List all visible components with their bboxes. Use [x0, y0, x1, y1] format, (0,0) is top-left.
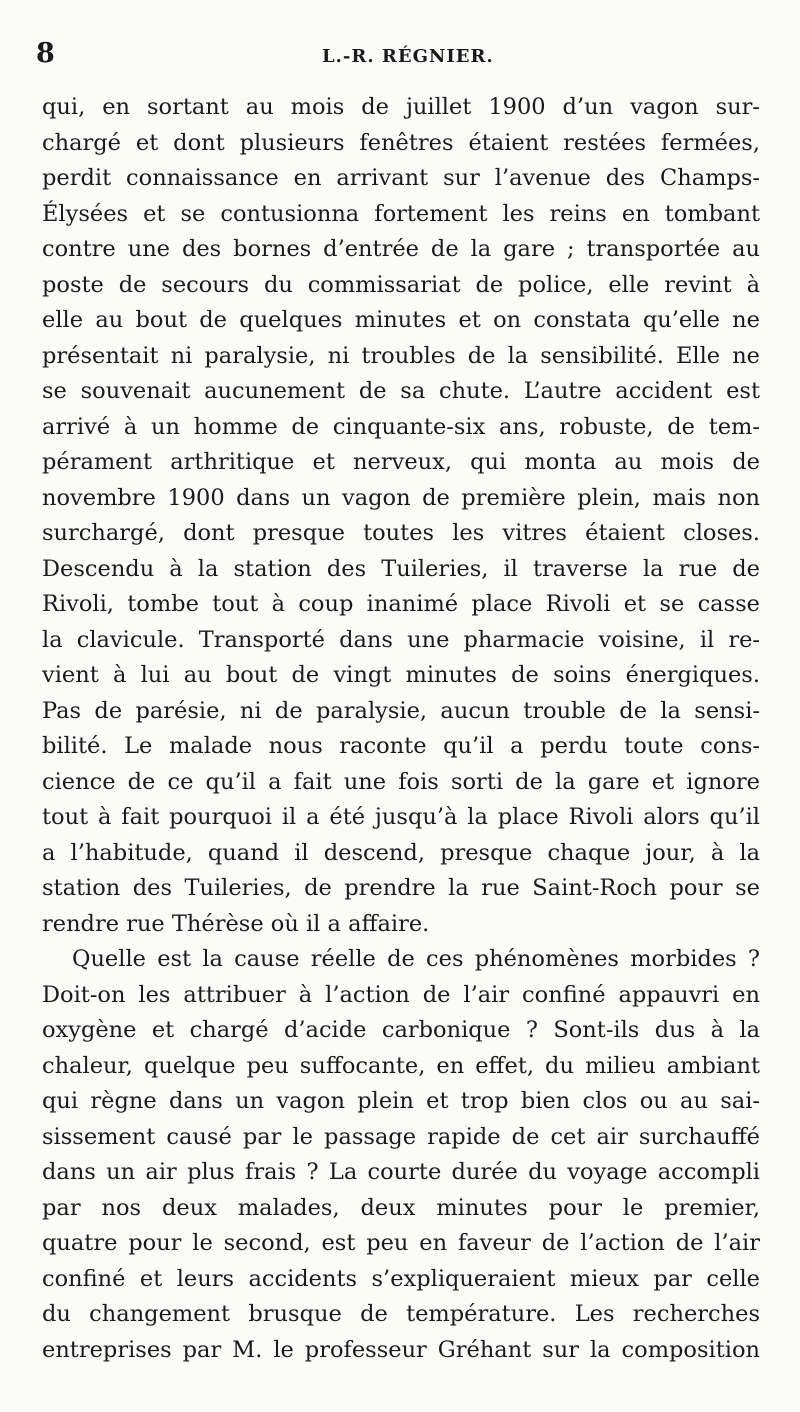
text-line: présentait ni paralysie, ni troubles de la sensibilité. Elle ne [42, 342, 760, 369]
text-line: oxygène et chargé d’acide carbonique ? Sont-ils dus à la [42, 1017, 760, 1043]
text-line: la clavicule. Transporté dans une pharmacie voisine, il re- [42, 626, 760, 653]
text-line: Quelle est la cause réelle de ces phénomènes morbides ? [72, 946, 760, 972]
text-line: perdit connaissance en arrivant sur l’avenue des Champs- [42, 165, 760, 191]
page-header [36, 38, 764, 78]
text-line: Rivoli, tombe tout à coup inanimé place Rivoli et se casse [42, 591, 760, 617]
text-line: qui, en sortant au mois de juillet 1900 d’un vagon sur- [42, 94, 760, 120]
paragraph-2 [42, 942, 760, 1368]
text-line: chargé et dont plusieurs fenêtres étaient restées fermées, [42, 129, 760, 156]
text-line: elle au bout de quelques minutes et on constata qu’elle ne [42, 307, 760, 333]
text-line: Élysées et se contusionna fortement les reins en tombant [42, 200, 760, 227]
running-head: L.-R. RÉGNIER. [322, 46, 494, 67]
text-line: pérament arthritique et nerveux, qui monta au mois de [42, 449, 760, 475]
text-line: sissement causé par le passage rapide de cet air surchauffé [42, 1123, 760, 1150]
text-line: chaleur, quelque peu suffocante, en effet, du milieu ambiant [42, 1052, 760, 1079]
text-line: vient à lui au bout de vingt minutes de soins énergiques. [42, 662, 760, 688]
text-line: a l’habitude, quand il descend, presque chaque jour, à la [42, 839, 760, 866]
text-line: poste de secours du commissariat de police, elle revint à [42, 271, 760, 298]
text-line: arrivé à un homme de cinquante-six ans, robuste, de tem- [42, 413, 760, 440]
text-line: se souvenait aucunement de sa chute. L’autre accident est [42, 378, 760, 404]
text-line: contre une des bornes d’entrée de la gare ; transportée au [42, 236, 760, 262]
text-line: station des Tuileries, de prendre la rue Saint-Roch pour se [42, 875, 760, 901]
text-line: novembre 1900 dans un vagon de première plein, mais non [42, 484, 760, 511]
text-line: Pas de parésie, ni de paralysie, aucun trouble de la sensi- [42, 697, 760, 724]
text-line: entreprises par M. le professeur Gréhant sur la composition [42, 1336, 760, 1363]
text-line: dans un air plus frais ? La courte durée du voyage accompli [42, 1159, 760, 1185]
page-number: 8 [36, 38, 55, 69]
text-line: du changement brusque de température. Les recherches [42, 1301, 760, 1327]
text-line: rendre rue Thérèse où il a affaire. [42, 910, 430, 937]
paragraph-1 [42, 90, 760, 942]
text-line: surchargé, dont presque toutes les vitres étaient closes. [42, 520, 760, 546]
text-line: par nos deux malades, deux minutes pour le premier, [42, 1194, 760, 1221]
text-line: cience de ce qu’il a fait une fois sorti de la gare et ignore [42, 768, 760, 795]
text-line: Doit-on les attribuer à l’action de l’air confiné appauvri en [42, 981, 760, 1008]
text-line: Descendu à la station des Tuileries, il traverse la rue de [42, 555, 760, 582]
text-line: qui règne dans un vagon plein et trop bien clos ou au sai- [42, 1088, 760, 1114]
text-line: quatre pour le second, est peu en faveur de l’action de l’air [42, 1230, 760, 1256]
text-line: tout à fait pourquoi il a été jusqu’à la place Rivoli alors qu’il [42, 804, 760, 830]
text-line: confiné et leurs accidents s’expliqueraient mieux par celle [42, 1265, 760, 1292]
text-line: bilité. Le malade nous raconte qu’il a perdu toute cons- [42, 733, 760, 759]
body-text [42, 90, 760, 1368]
